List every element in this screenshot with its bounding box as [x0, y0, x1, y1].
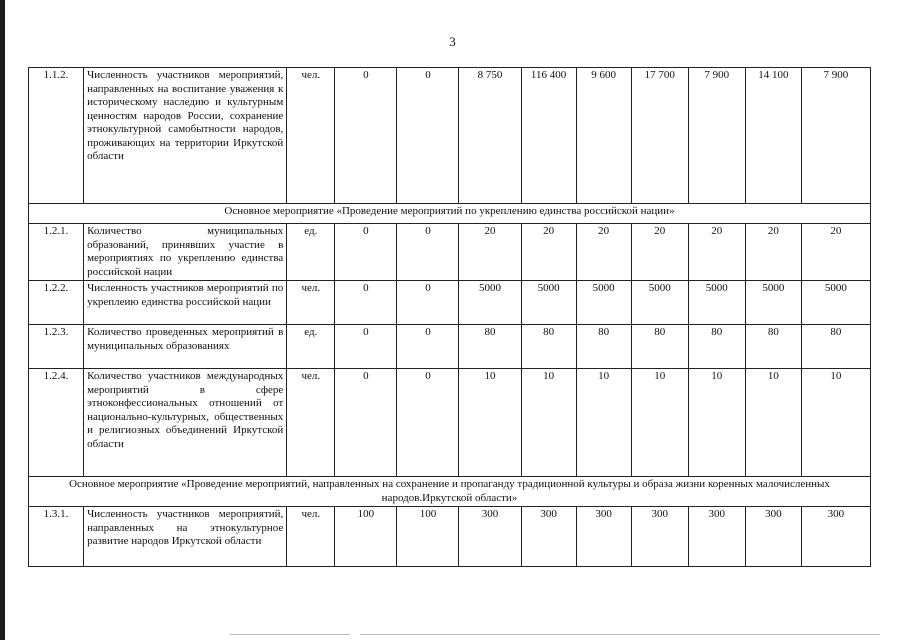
- value-cell: 0: [397, 281, 459, 325]
- indicator-name: Количество муниципальных образований, принявших участие в мероприятиях по укреплению единства российской нации: [84, 224, 287, 281]
- indicator-name: Численность участников мероприятий по укреплеию единства российской нации: [84, 281, 287, 325]
- value-cell: 10: [631, 369, 688, 477]
- value-cell: 5000: [801, 281, 870, 325]
- value-cell: 0: [397, 369, 459, 477]
- scan-edge-bar: [0, 0, 5, 640]
- row-number: 1.2.2.: [29, 281, 84, 325]
- value-cell: 5000: [459, 281, 521, 325]
- page-number: 3: [449, 34, 456, 49]
- value-cell: 17 700: [631, 68, 688, 204]
- table-row: [29, 224, 871, 281]
- value-cell: 0: [397, 325, 459, 369]
- value-cell: 80: [631, 325, 688, 369]
- row-number: 1.2.4.: [29, 369, 84, 477]
- value-cell: 10: [745, 369, 801, 477]
- unit-cell: ед.: [287, 224, 335, 281]
- value-cell: 20: [688, 224, 745, 281]
- value-cell: 10: [801, 369, 870, 477]
- value-cell: 0: [335, 68, 397, 204]
- value-cell: 300: [459, 507, 521, 567]
- row-number: 1.2.3.: [29, 325, 84, 369]
- footer-rule: [230, 634, 350, 635]
- value-cell: 80: [459, 325, 521, 369]
- row-number: 1.1.2.: [29, 68, 84, 204]
- indicator-name: Численность участников мероприятий, направленных на воспитание уважения к историческому наследию и культурным ценностям народов России, сохранение этнокультурной самобытности народов, проживающих на территории Иркутской области: [84, 68, 287, 204]
- value-cell: 5000: [631, 281, 688, 325]
- footer-rule: [360, 634, 880, 635]
- table-row: [29, 281, 871, 325]
- value-cell: 0: [335, 224, 397, 281]
- value-cell: 5000: [576, 281, 631, 325]
- value-cell: 9 600: [576, 68, 631, 204]
- unit-cell: чел.: [287, 68, 335, 204]
- value-cell: 10: [521, 369, 576, 477]
- section-row: [29, 477, 871, 507]
- section-heading: Основное мероприятие «Проведение мероприятий по укреплению единства российской нации»: [29, 204, 871, 224]
- unit-cell: чел.: [287, 507, 335, 567]
- unit-cell: чел.: [287, 281, 335, 325]
- value-cell: 80: [576, 325, 631, 369]
- unit-cell: чел.: [287, 369, 335, 477]
- table-row: [29, 369, 871, 477]
- value-cell: 10: [459, 369, 521, 477]
- value-cell: 14 100: [745, 68, 801, 204]
- section-heading: Основное мероприятие «Проведение мероприятий, направленных на сохранение и пропаганду традиционной культуры и образа жизни коренных малочисленных народов.Иркутской области»: [29, 477, 871, 507]
- unit-cell: ед.: [287, 325, 335, 369]
- table-row: [29, 325, 871, 369]
- table-row: [29, 68, 871, 204]
- value-cell: 80: [801, 325, 870, 369]
- value-cell: 20: [631, 224, 688, 281]
- value-cell: 80: [745, 325, 801, 369]
- value-cell: 5000: [688, 281, 745, 325]
- value-cell: 8 750: [459, 68, 521, 204]
- value-cell: 300: [631, 507, 688, 567]
- value-cell: 300: [745, 507, 801, 567]
- value-cell: 0: [397, 68, 459, 204]
- value-cell: 20: [745, 224, 801, 281]
- indicator-name: Количество проведенных мероприятий в муниципальных образованиях: [84, 325, 287, 369]
- row-number: 1.3.1.: [29, 507, 84, 567]
- value-cell: 300: [688, 507, 745, 567]
- table-row: [29, 507, 871, 567]
- value-cell: 7 900: [801, 68, 870, 204]
- value-cell: 20: [801, 224, 870, 281]
- value-cell: 5000: [521, 281, 576, 325]
- value-cell: 0: [335, 325, 397, 369]
- value-cell: 0: [335, 369, 397, 477]
- value-cell: 300: [801, 507, 870, 567]
- value-cell: 0: [335, 281, 397, 325]
- value-cell: 20: [576, 224, 631, 281]
- indicator-name: Количество участников международных мероприятий в сфере этноконфессиональных отношений от национально-культурных, общественных и религиозных объединений Иркутской области: [84, 369, 287, 477]
- value-cell: 80: [688, 325, 745, 369]
- value-cell: 10: [576, 369, 631, 477]
- value-cell: 10: [688, 369, 745, 477]
- value-cell: 80: [521, 325, 576, 369]
- value-cell: 20: [521, 224, 576, 281]
- value-cell: 7 900: [688, 68, 745, 204]
- indicators-table: [28, 67, 871, 567]
- value-cell: 300: [576, 507, 631, 567]
- value-cell: 100: [397, 507, 459, 567]
- value-cell: 116 400: [521, 68, 576, 204]
- value-cell: 0: [397, 224, 459, 281]
- value-cell: 100: [335, 507, 397, 567]
- value-cell: 20: [459, 224, 521, 281]
- section-row: [29, 204, 871, 224]
- value-cell: 300: [521, 507, 576, 567]
- value-cell: 5000: [745, 281, 801, 325]
- row-number: 1.2.1.: [29, 224, 84, 281]
- indicator-name: Численность участников мероприятий, направленных на этнокультурное развитие народов Иркутской области: [84, 507, 287, 567]
